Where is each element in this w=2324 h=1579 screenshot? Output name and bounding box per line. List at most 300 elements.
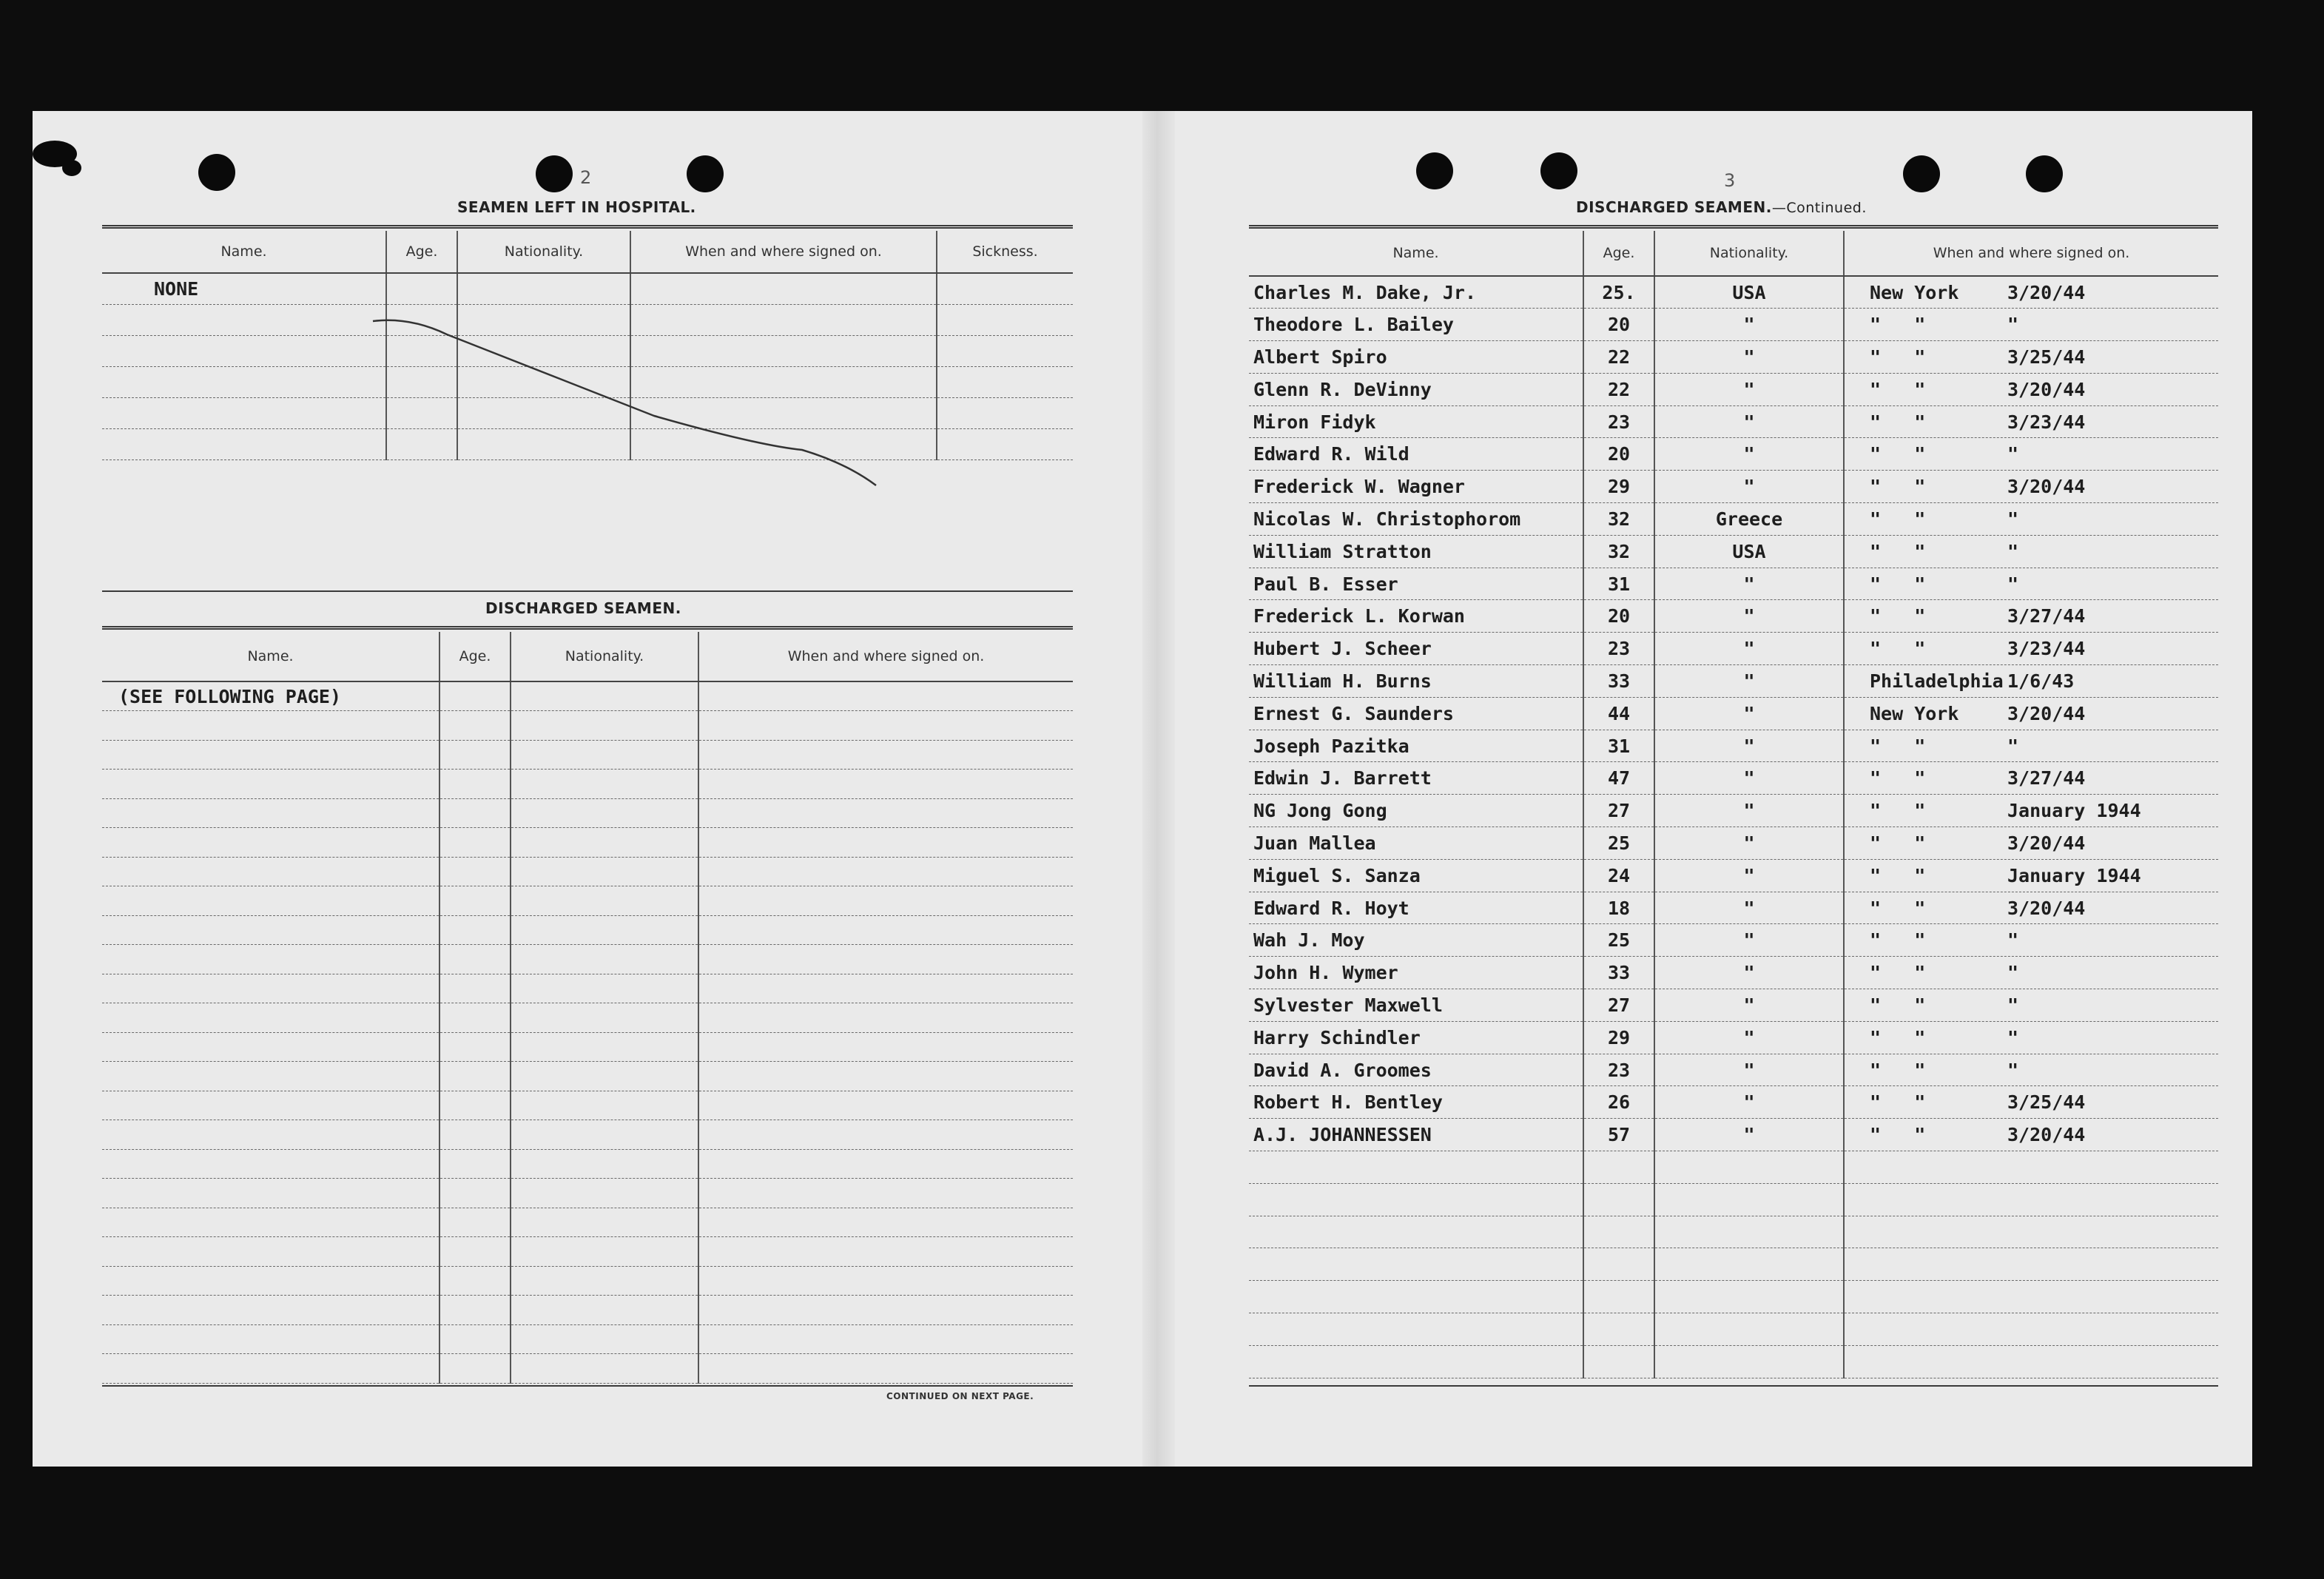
signed-on-date: 1/6/43 [2007,670,2075,692]
signed-on-date: " [2007,443,2019,465]
signed-on-cell [698,828,1073,858]
age-cell: 44 [1583,697,1654,730]
col-signed-on-header: When and where signed on. [630,231,937,273]
age-cell: 26 [1583,1086,1654,1119]
age-cell [439,945,511,974]
title-suffix: —Continued. [1771,200,1867,216]
signed-on-cell [698,770,1073,799]
table-row [1249,1183,2218,1216]
signed-on-cell [698,886,1073,916]
nationality-cell: " [1654,762,1844,795]
table-row [1249,989,2218,1022]
signed-on-date: " [2007,508,2019,530]
signed-on-cell [1844,795,2218,827]
name-cell [102,1354,439,1384]
age-cell [1583,1151,1654,1184]
table-row [1249,957,2218,989]
table-row [102,1032,1073,1062]
table-row [1249,1151,2218,1184]
name-cell [102,1062,439,1091]
name-cell [1249,1183,1583,1216]
nationality-cell [1654,1183,1844,1216]
table-row [102,1179,1073,1208]
nationality-cell: " [1654,1086,1844,1119]
table-row [102,798,1073,828]
nationality-cell [511,886,698,916]
nationality-cell [1654,1216,1844,1248]
table-row [1249,471,2218,503]
nationality-cell: " [1654,892,1844,924]
discharged-continued-table [1249,231,2218,1378]
name-cell: Nicolas W. Christophorom [1249,503,1583,536]
signed-on-place: " " [1870,1026,1926,1048]
nationality-cell: " [1654,697,1844,730]
signed-on-place: " " [1870,962,1926,984]
col-sickness-header: Sickness. [937,231,1073,273]
signed-on-date: 3/27/44 [2007,767,2086,790]
nationality-cell: " [1654,309,1844,341]
signed-on-date: " [2007,994,2019,1016]
signed-on-date: 3/20/44 [2007,897,2086,919]
signed-on-cell [1844,762,2218,795]
table-row [1249,1281,2218,1313]
sickness-cell [937,304,1073,335]
signed-on-date: January 1944 [2007,864,2141,886]
age-cell: 33 [1583,957,1654,989]
name-cell [102,915,439,945]
strikethrough-line [343,305,891,556]
nationality-cell: " [1654,989,1844,1022]
signed-on-cell [1844,309,2218,341]
right-page [1175,111,2252,1467]
age-cell: 23 [1583,405,1654,438]
col-name-header: Name. [102,231,386,273]
punch-hole-icon [198,154,235,191]
age-cell [439,1296,511,1325]
signed-on-cell [1844,1151,2218,1184]
nationality-cell [511,1062,698,1091]
table-row [1249,373,2218,405]
signed-on-cell [1844,1021,2218,1054]
nationality-cell: " [1654,1021,1844,1054]
nationality-cell [511,1354,698,1384]
signed-on-cell [1844,957,2218,989]
age-cell [1583,1345,1654,1378]
signed-on-cell [1844,341,2218,374]
name-cell [102,1003,439,1033]
signed-on-cell [698,857,1073,886]
age-cell [1583,1313,1654,1346]
signed-on-cell [698,974,1073,1003]
age-cell: 20 [1583,600,1654,633]
table-row [102,681,1073,711]
sickness-cell [937,335,1073,366]
nationality-cell: " [1654,600,1844,633]
age-cell: 32 [1583,503,1654,536]
signed-on-place: " " [1870,864,1926,886]
signed-on-date: 3/20/44 [2007,281,2086,303]
name-cell [102,886,439,916]
col-name-header: Name. [1249,231,1583,276]
nationality-cell [511,1208,698,1237]
punch-hole-icon [1416,152,1453,189]
age-cell: 22 [1583,373,1654,405]
signed-on-date: " [2007,314,2019,336]
signed-on-place: " " [1870,1059,1926,1081]
name-cell [102,1091,439,1120]
signed-on-cell [1844,859,2218,892]
sickness-cell [937,428,1073,459]
age-cell [1583,1183,1654,1216]
age-cell: 29 [1583,1021,1654,1054]
nationality-cell: " [1654,665,1844,698]
nationality-cell [511,828,698,858]
name-cell: Frederick W. Wagner [1249,471,1583,503]
name-cell [1249,1151,1583,1184]
table-row [1249,276,2218,309]
nationality-cell [511,798,698,828]
bottom-rule [1249,1385,2218,1387]
signed-on-place: " " [1870,411,1926,433]
age-cell: 18 [1583,892,1654,924]
age-cell [386,273,457,304]
table-row [102,886,1073,916]
signed-on-cell [698,711,1073,741]
nationality-cell: USA [1654,535,1844,568]
nationality-cell: " [1654,827,1844,860]
table-row [1249,1119,2218,1151]
table-row [1249,568,2218,600]
nationality-cell [511,1296,698,1325]
age-cell [439,857,511,886]
col-age-header: Age. [439,632,511,681]
signed-on-cell [698,1266,1073,1296]
signed-on-cell [630,273,937,304]
signed-on-cell [698,1003,1073,1033]
name-cell: Juan Mallea [1249,827,1583,860]
table-row [102,1003,1073,1033]
name-cell: Frederick L. Korwan [1249,600,1583,633]
table-row [102,945,1073,974]
name-cell: Harry Schindler [1249,1021,1583,1054]
name-cell: Sylvester Maxwell [1249,989,1583,1022]
age-cell [439,1179,511,1208]
age-cell: 25. [1583,276,1654,309]
signed-on-date: 3/25/44 [2007,1091,2086,1114]
col-nationality-header: Nationality. [457,231,630,273]
signed-on-place: " " [1870,314,1926,336]
signed-on-date: 3/20/44 [2007,832,2086,854]
table-row [1249,1345,2218,1378]
table-row [1249,827,2218,860]
name-cell: Edward R. Hoyt [1249,892,1583,924]
nationality-cell [511,1179,698,1208]
name-cell: Paul B. Esser [1249,568,1583,600]
signed-on-date: " [2007,735,2019,757]
age-cell [439,828,511,858]
table-row [1249,1313,2218,1346]
name-cell [102,1120,439,1150]
signed-on-place: " " [1870,994,1926,1016]
name-cell: William Stratton [1249,535,1583,568]
nationality-cell [511,1149,698,1179]
col-signed-on-header: When and where signed on. [1844,231,2218,276]
signed-on-place: " " [1870,443,1926,465]
nationality-cell: " [1654,568,1844,600]
table-row [1249,309,2218,341]
table-row [102,273,1073,304]
hospital-header-row [102,231,1073,273]
signed-on-place: " " [1870,1091,1926,1114]
signed-on-place: Philadelphia [1870,670,2004,692]
table-row [102,1091,1073,1120]
col-nationality-header: Nationality. [511,632,698,681]
age-cell [1583,1248,1654,1281]
table-row [102,1324,1073,1354]
age-cell: 23 [1583,1054,1654,1086]
signed-on-cell [1844,827,2218,860]
nationality-cell: " [1654,405,1844,438]
name-cell: David A. Groomes [1249,1054,1583,1086]
left-page [33,111,1142,1467]
age-cell [439,798,511,828]
signed-on-cell [698,1091,1073,1120]
nationality-cell: USA [1654,276,1844,309]
age-cell [439,1062,511,1091]
name-cell [1249,1248,1583,1281]
signed-on-cell [698,1062,1073,1091]
signed-on-cell [1844,1086,2218,1119]
signed-on-cell [1844,600,2218,633]
col-nationality-header: Nationality. [1654,231,1844,276]
signed-on-place: " " [1870,1124,1926,1146]
age-cell [439,770,511,799]
signed-on-date: " [2007,929,2019,952]
age-cell: 33 [1583,665,1654,698]
signed-on-cell [698,1354,1073,1384]
signed-on-date: " [2007,1059,2019,1081]
signed-on-cell [1844,471,2218,503]
table-row [1249,633,2218,665]
signed-on-cell [698,740,1073,770]
name-cell: NG Jong Gong [1249,795,1583,827]
center-fold [1142,111,1175,1467]
table-row [1249,665,2218,698]
nationality-cell [511,1120,698,1150]
signed-on-date: 3/20/44 [2007,1124,2086,1146]
signed-on-cell [1844,535,2218,568]
name-cell: Edward R. Wild [1249,438,1583,471]
signed-on-cell [1844,989,2218,1022]
signed-on-place: " " [1870,767,1926,790]
signed-on-date: 3/25/44 [2007,346,2086,368]
nationality-cell [511,1032,698,1062]
nationality-cell: " [1654,373,1844,405]
table-row [1249,924,2218,957]
name-cell [102,1324,439,1354]
nationality-cell: " [1654,633,1844,665]
table-row [1249,1021,2218,1054]
age-cell: 29 [1583,471,1654,503]
age-cell: 25 [1583,827,1654,860]
nationality-cell [511,974,698,1003]
age-cell: 27 [1583,989,1654,1022]
table-row [102,1208,1073,1237]
nationality-cell [1654,1281,1844,1313]
age-cell: 23 [1583,633,1654,665]
discharged-section-title: DISCHARGED SEAMEN. [485,599,681,617]
age-cell [439,915,511,945]
age-cell: 32 [1583,535,1654,568]
name-cell [102,770,439,799]
age-cell [439,1149,511,1179]
signed-on-cell [1844,1345,2218,1378]
signed-on-cell [1844,892,2218,924]
nationality-cell: " [1654,471,1844,503]
signed-on-cell [1844,1216,2218,1248]
name-cell [1249,1345,1583,1378]
signed-on-cell [1844,924,2218,957]
signed-on-cell [698,1120,1073,1150]
name-cell [1249,1313,1583,1346]
signed-on-date: 3/27/44 [2007,605,2086,627]
nationality-cell: " [1654,1119,1844,1151]
table-row [1249,503,2218,536]
name-cell [102,974,439,1003]
age-cell: 47 [1583,762,1654,795]
signed-on-cell [1844,697,2218,730]
bottom-rule [102,1385,1073,1387]
age-cell [1583,1281,1654,1313]
signed-on-place: New York [1870,281,1959,303]
table-row [102,1062,1073,1091]
signed-on-date: " [2007,540,2019,562]
table-row [1249,1086,2218,1119]
age-cell [439,1032,511,1062]
punch-hole-icon [687,155,724,192]
signed-on-cell [698,1296,1073,1325]
age-cell: 20 [1583,309,1654,341]
age-cell: 27 [1583,795,1654,827]
col-name-header: Name. [102,632,439,681]
punch-hole-icon [1903,155,1940,192]
name-cell [102,828,439,858]
age-cell [439,886,511,916]
name-cell [102,1208,439,1237]
table-row [1249,795,2218,827]
signed-on-place: " " [1870,735,1926,757]
signed-on-cell [1844,1119,2218,1151]
table-row [102,857,1073,886]
table-row [1249,341,2218,374]
signed-on-place: New York [1870,702,1959,724]
nationality-cell: " [1654,859,1844,892]
signed-on-place: " " [1870,929,1926,952]
nationality-cell: " [1654,924,1844,957]
name-cell [102,1179,439,1208]
age-cell [439,711,511,741]
name-cell [102,857,439,886]
nationality-cell: " [1654,730,1844,762]
punch-hole-icon [1540,152,1577,189]
age-cell: 20 [1583,438,1654,471]
age-cell [439,1354,511,1384]
nationality-cell [511,681,698,711]
name-cell: A.J. JOHANNESSEN [1249,1119,1583,1151]
name-cell: Ernest G. Saunders [1249,697,1583,730]
name-cell: Albert Spiro [1249,341,1583,374]
discharged-table [102,632,1073,1384]
signed-on-cell [698,1179,1073,1208]
name-cell: Miron Fidyk [1249,405,1583,438]
table-row [1249,762,2218,795]
continued-note: CONTINUED ON NEXT PAGE. [886,1391,1034,1401]
age-cell [439,681,511,711]
name-cell [102,1032,439,1062]
nationality-cell [511,711,698,741]
signed-on-place: " " [1870,573,1926,595]
signed-on-place: " " [1870,832,1926,854]
signed-on-place: " " [1870,605,1926,627]
table-row [102,828,1073,858]
signed-on-date: 3/23/44 [2007,411,2086,433]
signed-on-cell [698,1237,1073,1267]
signed-on-cell [1844,730,2218,762]
table-row [102,915,1073,945]
name-cell [102,711,439,741]
signed-on-place: " " [1870,508,1926,530]
table-row [1249,405,2218,438]
age-cell [439,1208,511,1237]
age-cell: 22 [1583,341,1654,374]
table-row [1249,1248,2218,1281]
nationality-cell [1654,1248,1844,1281]
nationality-cell [1654,1151,1844,1184]
signed-on-place: " " [1870,897,1926,919]
name-cell [1249,1216,1583,1248]
age-cell: 25 [1583,924,1654,957]
name-cell [102,1296,439,1325]
table-row [1249,730,2218,762]
name-cell: Theodore L. Bailey [1249,309,1583,341]
signed-on-place: " " [1870,346,1926,368]
nationality-cell [511,945,698,974]
name-cell: (SEE FOLLOWING PAGE) [102,681,439,711]
col-age-header: Age. [386,231,457,273]
crew-list-sheet [33,111,2252,1467]
sickness-cell [937,366,1073,397]
table-row [102,1354,1073,1384]
signed-on-cell [698,1208,1073,1237]
name-cell: Edwin J. Barrett [1249,762,1583,795]
signed-on-cell [698,681,1073,711]
table-row [102,1237,1073,1267]
age-cell: 31 [1583,730,1654,762]
signed-on-place: " " [1870,476,1926,498]
signed-on-place: " " [1870,378,1926,400]
signed-on-place: " " [1870,540,1926,562]
table-row [102,711,1073,741]
name-cell: NONE [102,273,386,304]
nationality-cell [511,740,698,770]
name-cell: Glenn R. DeVinny [1249,373,1583,405]
table-row [102,1120,1073,1150]
signed-on-cell [1844,503,2218,536]
signed-on-date: 3/23/44 [2007,638,2086,660]
name-cell [102,945,439,974]
signed-on-cell [1844,1281,2218,1313]
nationality-cell [511,1266,698,1296]
